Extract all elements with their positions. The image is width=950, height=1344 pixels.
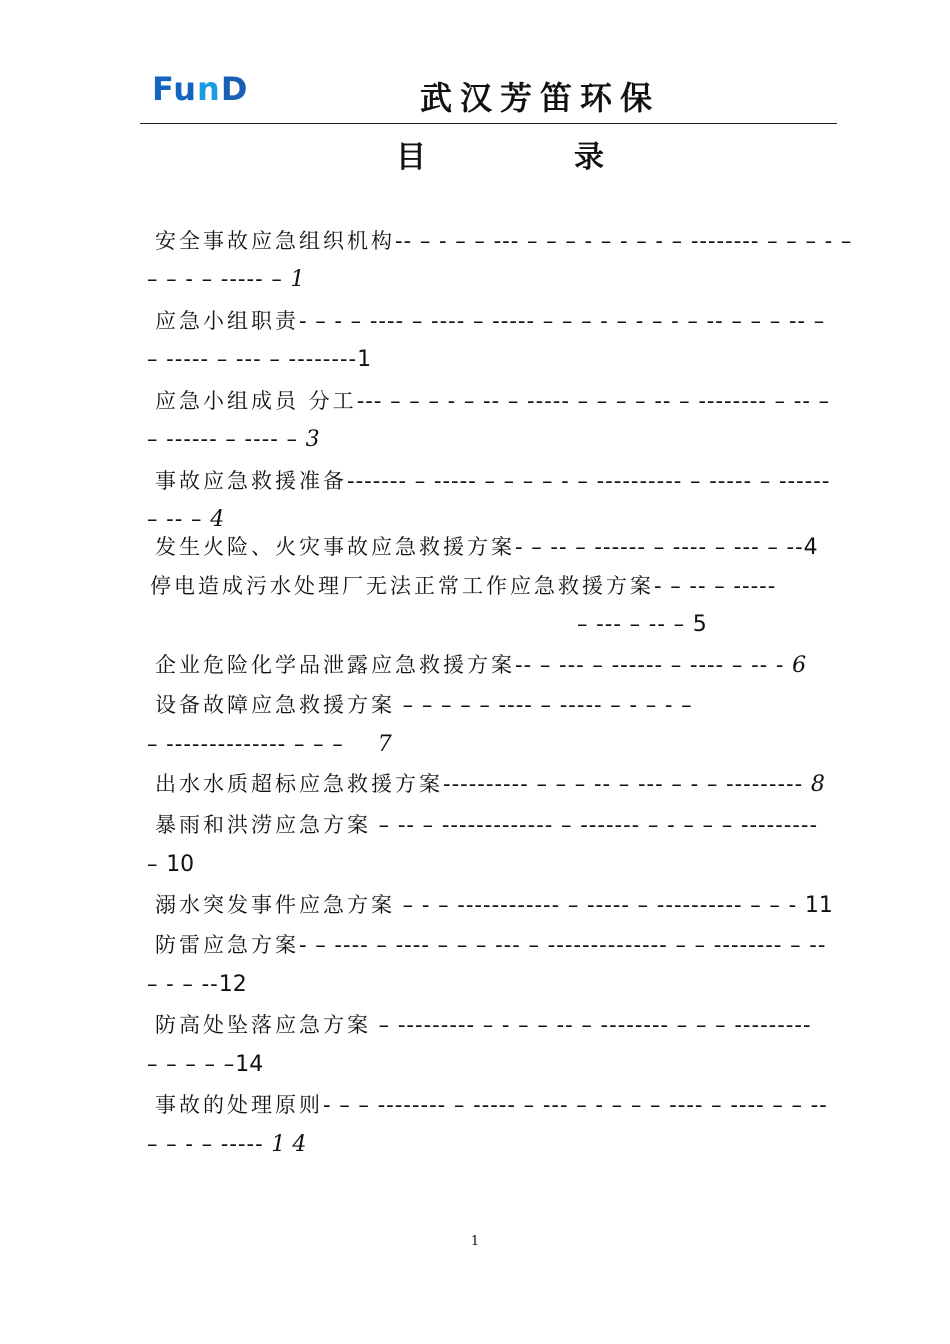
toc-entry-line[interactable] [155, 890, 833, 921]
toc-entry-line[interactable] [155, 1090, 828, 1120]
toc-entry-line[interactable] [155, 810, 818, 840]
toc-leader: – – – – – ---- – ----- – - – - – [395, 693, 693, 717]
footer-page-number: 1 [470, 1234, 480, 1249]
toc-page-number: 6 [792, 653, 807, 678]
toc-entry-line [147, 969, 247, 1000]
toc-entry-title: 安全事故应急组织机构 [155, 229, 395, 253]
toc-heading [396, 138, 604, 178]
toc-leader: - – – -------- – ----- – --- – - – – – ---- – ---- – – -- [323, 1093, 828, 1117]
toc-leader: – [147, 852, 167, 876]
toc-page-number: 4 [210, 507, 225, 532]
toc-leader: – ----- – --- – -------- [147, 347, 358, 371]
company-name: 武汉芳笛环保 [420, 79, 661, 117]
toc-leader: – --- – -- – [577, 612, 693, 636]
toc-entry-title: 暴雨和洪涝应急方案 [155, 813, 371, 837]
toc-entry-title: 防高处坠落应急方案 [155, 1013, 371, 1037]
toc-entry-title: 出水水质超标应急救援方案 [155, 772, 443, 796]
toc-leader: – -------------- – – – [147, 732, 344, 756]
toc-entry-line[interactable] [155, 466, 830, 496]
toc-leader: – – – – – [147, 1052, 236, 1076]
toc-page-number: 14 [235, 1052, 264, 1077]
toc-leader: – --------- – - – – -- – -------- – – – --------- [371, 1013, 812, 1037]
toc-page-number: 10 [166, 852, 195, 877]
toc-entry-line [147, 504, 224, 535]
toc-leader: ------- – ----- – – – – - – ---------- – ----- – ------ [347, 469, 831, 493]
toc-page-number: 4 [803, 535, 818, 560]
toc-entry-title: 防雷应急方案 [155, 933, 299, 957]
toc-page-number: 5 [692, 612, 707, 637]
toc-entry-title: 溺水突发事件应急方案 [155, 893, 395, 917]
toc-entry-line [147, 729, 392, 760]
toc-entry-line[interactable] [155, 650, 806, 681]
toc-leader: – - – -- [147, 972, 219, 996]
toc-entry-line[interactable] [155, 532, 818, 563]
toc-entry-title: 企业危险化学品泄露应急救援方案 [155, 653, 515, 677]
toc-leader: --- – – – - – -- – ----- – – – – -- – -------- – -- – [356, 389, 831, 413]
toc-page-number: 3 [305, 427, 320, 452]
toc-entry-line[interactable] [155, 769, 825, 800]
toc-heading-part1: 目 [396, 140, 426, 175]
company-logo [152, 72, 248, 106]
toc-leader: – -- – ------------- – ------- – - – – – --------- [371, 813, 819, 837]
header-divider [140, 123, 837, 124]
toc-entry-line[interactable] [155, 930, 826, 960]
toc-entry-line[interactable] [150, 571, 776, 601]
toc-page-number: 11 [804, 893, 833, 918]
toc-page-number: 1 [290, 267, 305, 292]
logo-text-d: D [220, 70, 249, 108]
toc-leader: – - – ------------ – ----- – ---------- – – - [395, 893, 805, 917]
toc-entry-line[interactable] [155, 690, 693, 720]
toc-entry-title: 事故的处理原则 [155, 1093, 323, 1117]
toc-page-number: 1 [357, 347, 372, 372]
toc-entry-line[interactable] [155, 386, 830, 416]
toc-entry-title: 停电造成污水处理厂无法正常工作应急救援方案 [150, 574, 654, 598]
toc-entry-line [147, 849, 194, 880]
toc-leader: -- – --- – ------ – ---- – -- - [515, 653, 793, 677]
toc-entry-line [147, 1129, 306, 1160]
toc-leader: – ------ – ---- – [147, 427, 306, 451]
toc-leader: - – - – ---- – ---- – ----- – – – - – - – - – -- – – – -- – [299, 309, 826, 333]
toc-entry-line[interactable] [155, 226, 852, 256]
toc-entry-title: 应急小组成员 分工 [155, 389, 357, 413]
logo-text-n: n [197, 70, 221, 108]
toc-entry-title: 发生火险、火灾事故应急救援方案 [155, 535, 515, 559]
toc-entry-title: 设备故障应急救援方案 [155, 693, 395, 717]
toc-page-number: 1 4 [271, 1132, 307, 1157]
toc-entry-line [577, 609, 707, 640]
logo-text-fu: Fu [152, 70, 198, 108]
toc-leader: ---------- – – – -- – --- – - – --------- [443, 772, 811, 796]
toc-leader: – – - – ----- – [147, 267, 291, 291]
toc-entry-line [147, 264, 305, 295]
toc-leader: -- – - – – --- – – – - – - – - – -------- – – – - – [395, 229, 853, 253]
toc-page-number: 8 [810, 772, 825, 797]
toc-page-number: 7 [377, 732, 392, 757]
toc-leader: – – - – ----- [147, 1132, 272, 1156]
toc-entry-line[interactable] [155, 306, 825, 336]
toc-entry-line[interactable] [155, 1010, 812, 1040]
toc-leader: - – -- – ------ – ---- – --- – -- [515, 535, 804, 559]
toc-leader: - – ---- – ---- – – – --- – -------------- – – -------- – -- [299, 933, 827, 957]
toc-page-number: 12 [218, 972, 247, 997]
toc-entry-line [147, 344, 371, 375]
toc-leader: – -- – [147, 507, 211, 531]
toc-leader: - – -- – ----- [654, 574, 777, 598]
toc-heading-part2: 录 [574, 140, 604, 175]
toc-entry-title: 事故应急救援准备 [155, 469, 347, 493]
toc-entry-title: 应急小组职责 [155, 309, 299, 333]
toc-entry-line [147, 1049, 263, 1080]
toc-entry-line [147, 424, 320, 455]
